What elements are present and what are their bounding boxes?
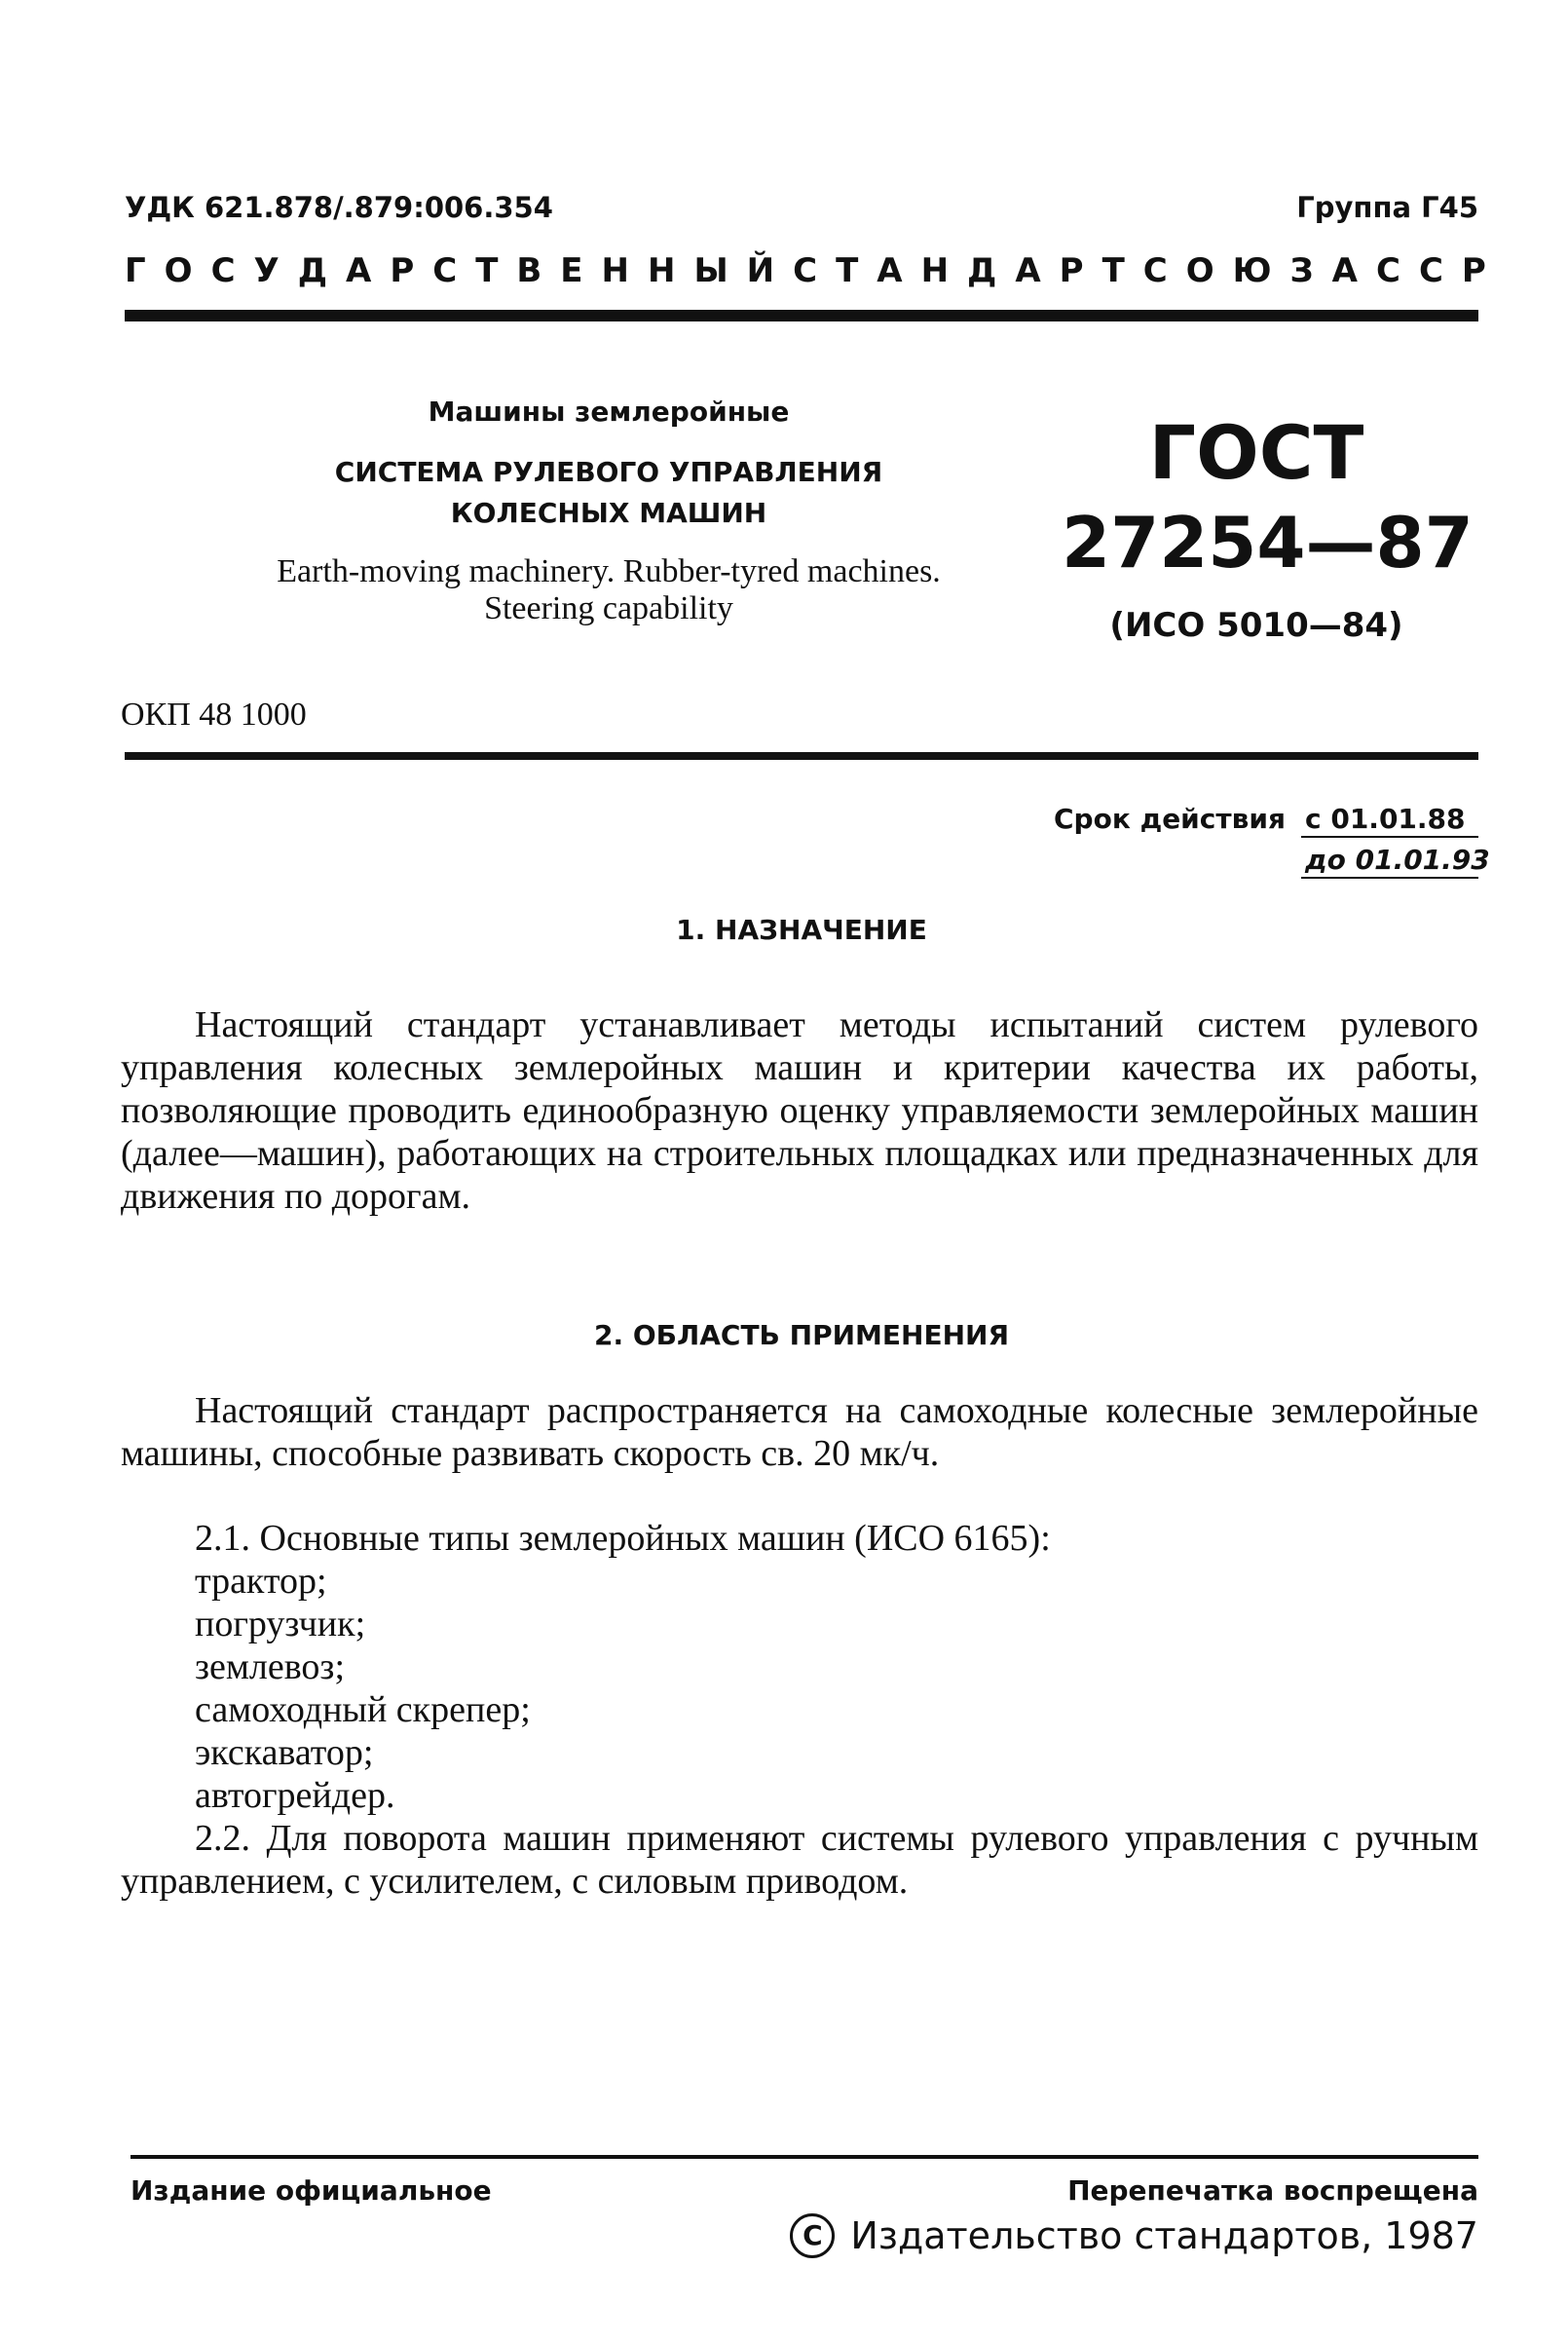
state-standard-title [125,251,1505,290]
group-code: Группа Г45 [1296,191,1478,224]
section-1-text: Настоящий стандарт устанавливает методы испытаний систем рулевого управления колесных землеройных машин и критерии качества их работы, позволяющие проводить единообразную оценку управляемости землеройных машин (далее—машин), работающих на строительных площадках или предназначенных для движения по дорогам. [121,1004,1478,1217]
clause-2-1: 2.1. Основные типы землеройных машин (ИСО 6165): [195,1518,1051,1559]
machine-type-item: трактор; [195,1561,327,1602]
subject-title: Машины землеройные [428,396,790,428]
state-standard-word-4: ССР [1376,251,1505,290]
machine-type-item: экскаватор; [195,1732,374,1773]
validity-from-underline [1301,836,1478,838]
footer-divider [131,2155,1478,2159]
iso-reference: (ИСО 5010—84) [1109,606,1403,645]
title-english: Earth-moving machinery. Rubber-tyred machines. Steering capability [277,553,941,626]
state-standard-word-2: СТАНДАРТ [793,251,1143,290]
title-divider [125,752,1478,760]
validity-to-underline [1301,877,1478,879]
header-divider [125,310,1478,321]
title-ru-line-2: КОЛЕСНЫХ МАШИН [450,497,767,529]
title-ru-line-1: СИСТЕМА РУЛЕВОГО УПРАВЛЕНИЯ [334,456,883,488]
machine-type-item: автогрейдер. [195,1775,395,1816]
section-1-heading: 1. НАЗНАЧЕНИЕ [676,914,927,946]
validity-from: с 01.01.88 [1305,803,1466,835]
copyright-line [790,2213,1478,2258]
reprint-note: Перепечатка воспрещена [1067,2174,1478,2207]
okp-code: ОКП 48 1000 [121,697,307,733]
machine-type-item: самоходный скрепер; [195,1689,531,1730]
validity-label: Срок действия [1054,803,1286,835]
section-2-text: Настоящий стандарт распространяется на самоходные колесные землеройные машины, способные развивать скорость св. 20 мк/ч. [121,1390,1478,1474]
clause-2-2: 2.2. Для поворота машин применяют системы рулевого управления с ручным управлением, с усилителем, с силовым приводом. [121,1818,1478,1902]
udk-code: УДК 621.878/.879:006.354 [125,191,553,224]
machine-type-item: погрузчик; [195,1604,366,1644]
section-2-heading: 2. ОБЛАСТЬ ПРИМЕНЕНИЯ [593,1319,1010,1351]
copyright-icon: С [790,2213,835,2258]
state-standard-word-1: ГОСУДАРСТВЕННЫЙ [125,251,794,290]
publisher: Издательство стандартов, 1987 [850,2214,1478,2257]
edition-note: Издание официальное [131,2174,492,2207]
gost-number: 27254—87 [1062,502,1474,584]
state-standard-word-3: СОЮЗА [1142,251,1376,290]
machine-type-item: землевоз; [195,1646,346,1687]
validity-to: до 01.01.93 [1305,844,1490,876]
gost-label: ГОСТ [1148,409,1364,496]
